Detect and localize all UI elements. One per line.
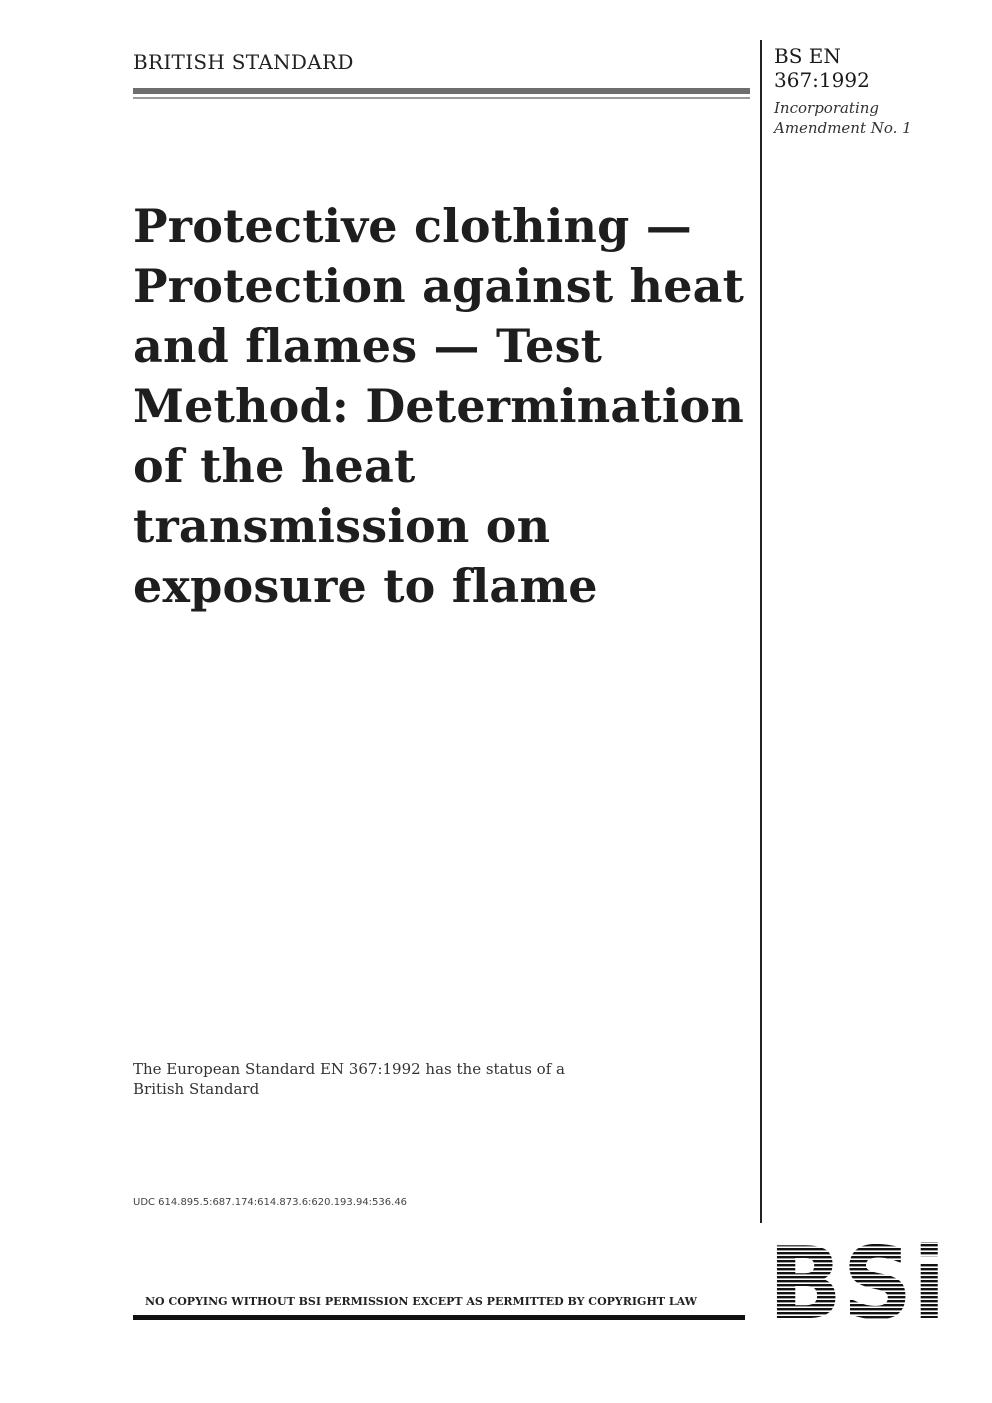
title-line: transmission on: [133, 499, 551, 553]
title-line: of the heat: [133, 439, 416, 493]
title-line: Protection against heat: [133, 259, 745, 313]
standard-number-line1: BS EN: [774, 44, 841, 68]
standard-number-line2: 367:1992: [774, 68, 870, 92]
title-line: Method: Determination: [133, 379, 745, 433]
margin-divider: [760, 40, 762, 1223]
udc-classification: UDC 614.895.5:687.174:614.873.6:620.193.94:536.46: [133, 1197, 408, 1208]
title-line: Protective clothing —: [133, 199, 692, 253]
title-line: and flames — Test: [133, 319, 603, 373]
amendment-line2: Amendment No. 1: [774, 119, 912, 137]
footer-rule: [133, 1315, 745, 1320]
header-rule-thin: [133, 97, 750, 99]
header-rule-thick: [133, 88, 750, 94]
copyright-notice: NO COPYING WITHOUT BSI PERMISSION EXCEPT AS PERMITTED BY COPYRIGHT LAW: [145, 1295, 697, 1308]
standard-number: [774, 44, 954, 92]
bsi-logo: [768, 1240, 946, 1322]
document-title: [133, 196, 753, 616]
standard-type-label: BRITISH STANDARD: [133, 50, 354, 74]
status-statement-line1: The European Standard EN 367:1992 has the status of a: [133, 1060, 565, 1078]
status-statement-line2: British Standard: [133, 1080, 260, 1098]
amendment-line1: Incorporating: [774, 99, 880, 117]
title-line: exposure to flame: [133, 559, 598, 613]
